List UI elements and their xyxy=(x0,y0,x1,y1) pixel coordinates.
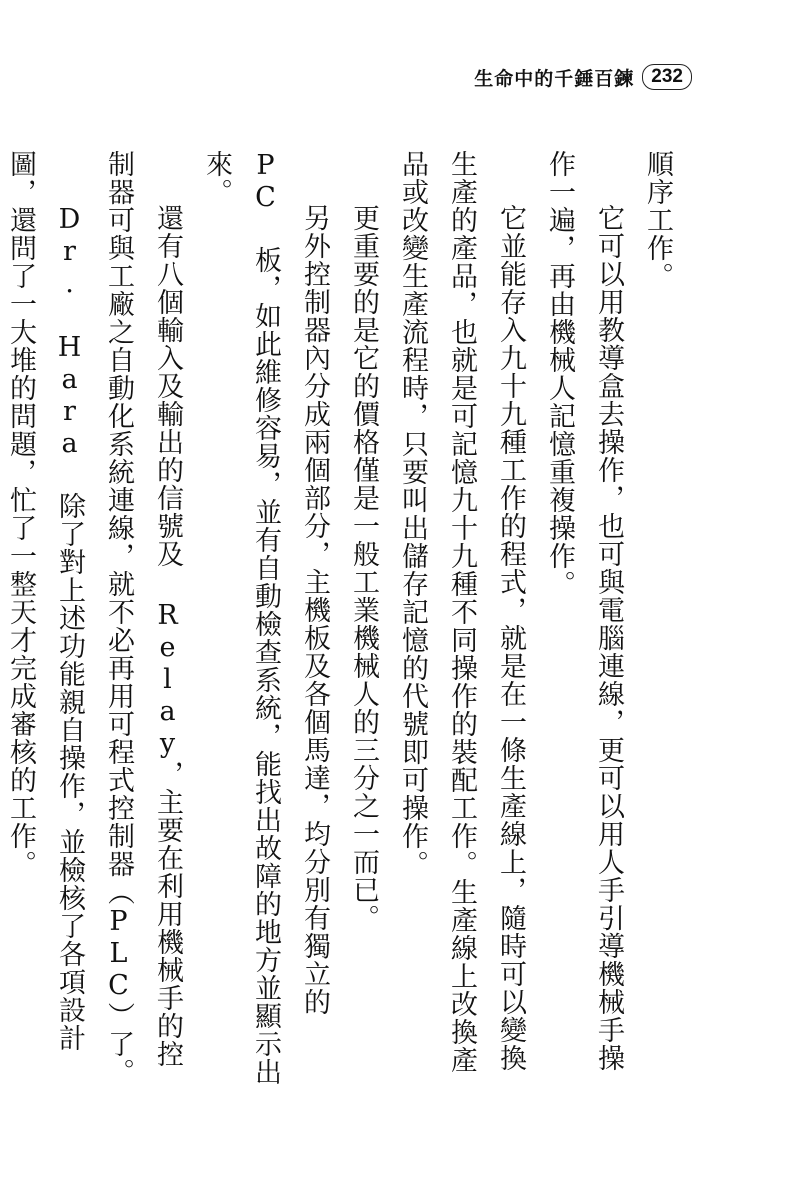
paragraph-continuation: 順序工作。 xyxy=(642,150,673,290)
vertical-text-body xyxy=(5,150,682,1090)
page-number: 232 xyxy=(642,64,692,90)
book-title: 生命中的千錘百鍊 xyxy=(474,67,635,90)
running-header xyxy=(474,62,692,92)
paragraph: 它可以用教導盒去操作，也可與電腦連線，更可以用人手引導機械手操作一遍，再由機械人記憶重複操作。 xyxy=(544,150,624,1072)
paragraph: 它並能存入九十九種工作的程式，就是在一條生產線上，隨時可以變換生產的產品，也就是可記憶九十九種不同操作的裝配工作。生產線上改換產品或改變生產流程時，只要叫出儲存記憶的代號即可操作。 xyxy=(397,150,526,1074)
paragraph: 還有八個輸入及輸出的信號及 Relay，主要在利用機械手的控制器可與工廠之自動化系統連線，就不必再用可程式控制器（PLC）了。 xyxy=(103,150,183,1086)
paragraph: Dr. Hara 除了對上述功能親自操作，並檢核了各項設計圖，還問了一大堆的問題，忙了一整天才完成審核的工作。 xyxy=(5,150,85,1052)
paragraph: 更重要的是它的價格僅是一般工業機械人的三分之一而已。 xyxy=(348,204,379,932)
paragraph: 另外控制器內分成兩個部分，主機板及各個馬達，均分別有獨立的 PC 板，如此維修容易，並有自動檢查系統，能找出故障的地方並顯示出來。 xyxy=(201,150,330,1086)
